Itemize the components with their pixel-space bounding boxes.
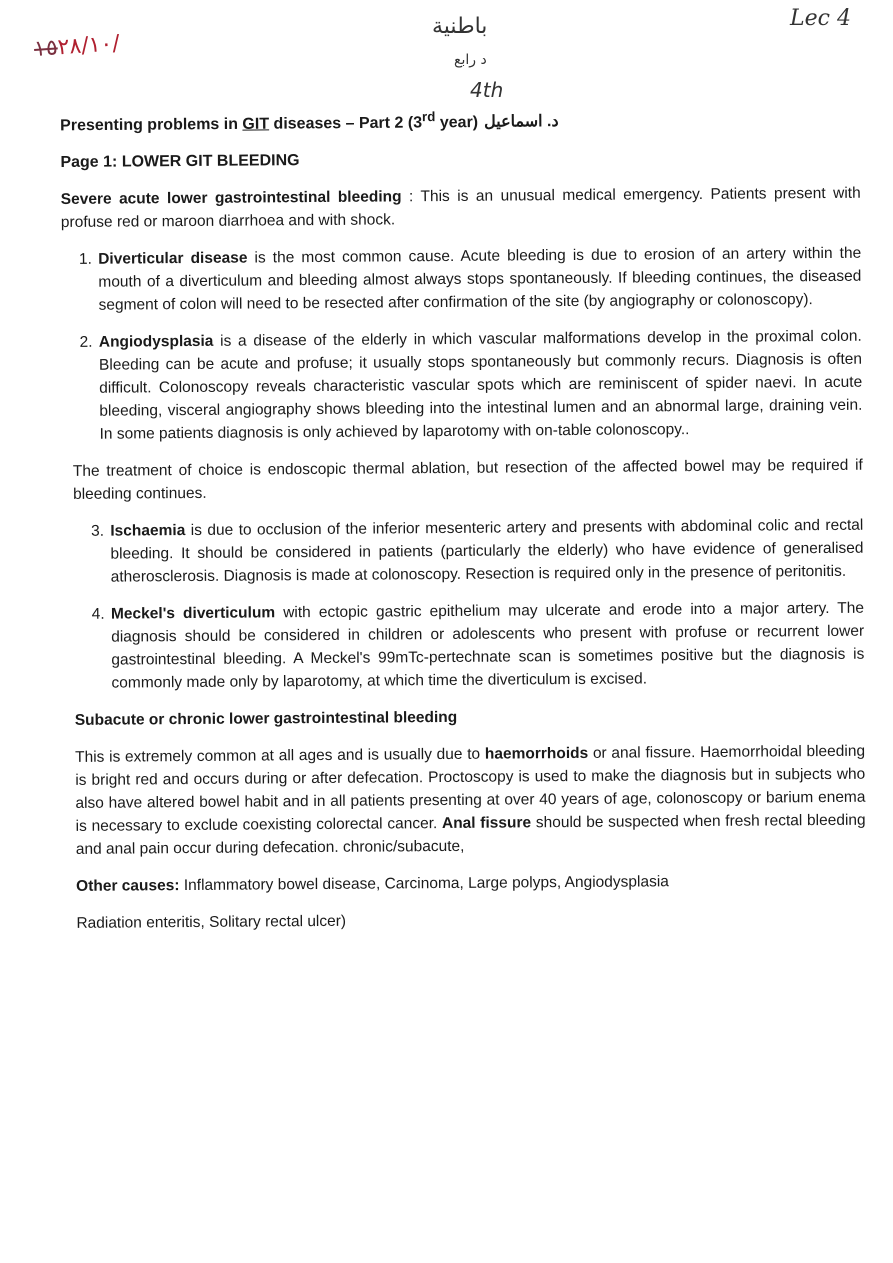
causes-list-second <box>63 514 864 695</box>
severe-bleeding-term: Severe acute lower gastrointestinal bleeding <box>60 188 402 209</box>
document-content <box>60 102 867 950</box>
handwritten-year: 4th <box>470 78 504 102</box>
title-author-arabic: د. اسماعيل <box>484 113 559 131</box>
other-causes-paragraph: Other causes: Inflammatory bowel disease, Carcinoma, Large polyps, Angiodysplasia <box>76 873 669 896</box>
page-heading: Page 1: LOWER GIT BLEEDING <box>60 152 300 172</box>
severe-bleeding-paragraph: Severe acute lower gastrointestinal bleeding : This is an unusual medical emergency. Patients present with profuse red or maroon diarrhoea and with shock. <box>60 185 861 232</box>
handwritten-lecture-number: Lec 4 <box>790 6 851 31</box>
radiation-line: Radiation enteritis, Solitary rectal ulcer) <box>76 913 347 933</box>
handwritten-date <box>33 31 120 62</box>
handwritten-subject: باطنية <box>432 14 488 39</box>
title-superscript: rd <box>421 109 436 125</box>
causes-list-first <box>61 242 863 446</box>
other-causes-label: Other causes: <box>76 877 180 896</box>
list-item: 3. Ischaemia is due to occlusion of the inferior mesenteric artery and presents with abdominal colic and rectal bleeding. It should be considered in patients (particularly the elderly) who have evidence of generalised atherosclerosis. Diagnosis is made at colonoscopy. Resection is required only in the presence of peritonitis. <box>108 514 864 589</box>
list-item: 2. Angiodysplasia is a disease of the elderly in which vascular malformations develop in the proximal colon. Bleeding can be acute and profuse; it usually stops spontaneously but commonly recurs. Diagnosis is often difficult. Colonoscopy reveals characteristic vascular spots which are reminiscent of spider naevi. In acute bleeding, visceral angiography shows bleeding into the intestinal lumen and an abnormal large, draining vein. In some patients diagnosis is only achieved by laparotomy with on-table colonoscopy.. <box>97 325 863 446</box>
subacute-heading: Subacute or chronic lower gastrointestinal bleeding <box>74 709 458 730</box>
list-item: 4. Meckel's diverticulum with ectopic gastric epithelium may ulcerate and erode into a major artery. The diagnosis should be considered in children or adolescents who present with profuse or recurrent lower gastrointestinal bleeding. A Meckel's 99mTc-pertechnate scan is sometimes positive but the diagnosis is commonly made only by laparotomy, at which time the diverticulum is excised. <box>109 597 865 695</box>
handwritten-date-struck: ١٥ <box>33 35 59 62</box>
list-item: 1. Diverticular disease is the most common cause. Acute bleeding is due to erosion of an artery within the mouth of a diverticulum and bleeding almost always stops spontaneously. If bleeding continues, the diseased segment of colon will need to be resected after confirmation of the site (by angiography or colonoscopy). <box>96 242 862 317</box>
handwritten-stage: د رابع <box>454 52 487 68</box>
treatment-paragraph: The treatment of choice is endoscopic thermal ablation, but resection of the affected bowel may be required if bleeding continues. <box>72 457 863 504</box>
document-title: Presenting problems in GIT diseases – Part 2 (3rd year) د. اسماعيل <box>60 109 559 135</box>
handwritten-date-text: ٢٨/١٠/ <box>56 31 121 61</box>
title-git: GIT <box>242 115 270 133</box>
subacute-paragraph: This is extremely common at all ages and is usually due to haemorrhoids or anal fissure. Haemorrhoidal bleeding is bright red and occurs during or after defecation. Proctoscopy is used to make the diagnosis but in subjects who also have altered bowel habit and in all patients presenting at over 40 years of age, colonoscopy or barium enema is necessary to exclude coexisting colorectal cancer. Anal fissure should be suspected when fresh rectal bleeding and anal pain occur during defecation. chronic/subacute, <box>75 743 866 859</box>
